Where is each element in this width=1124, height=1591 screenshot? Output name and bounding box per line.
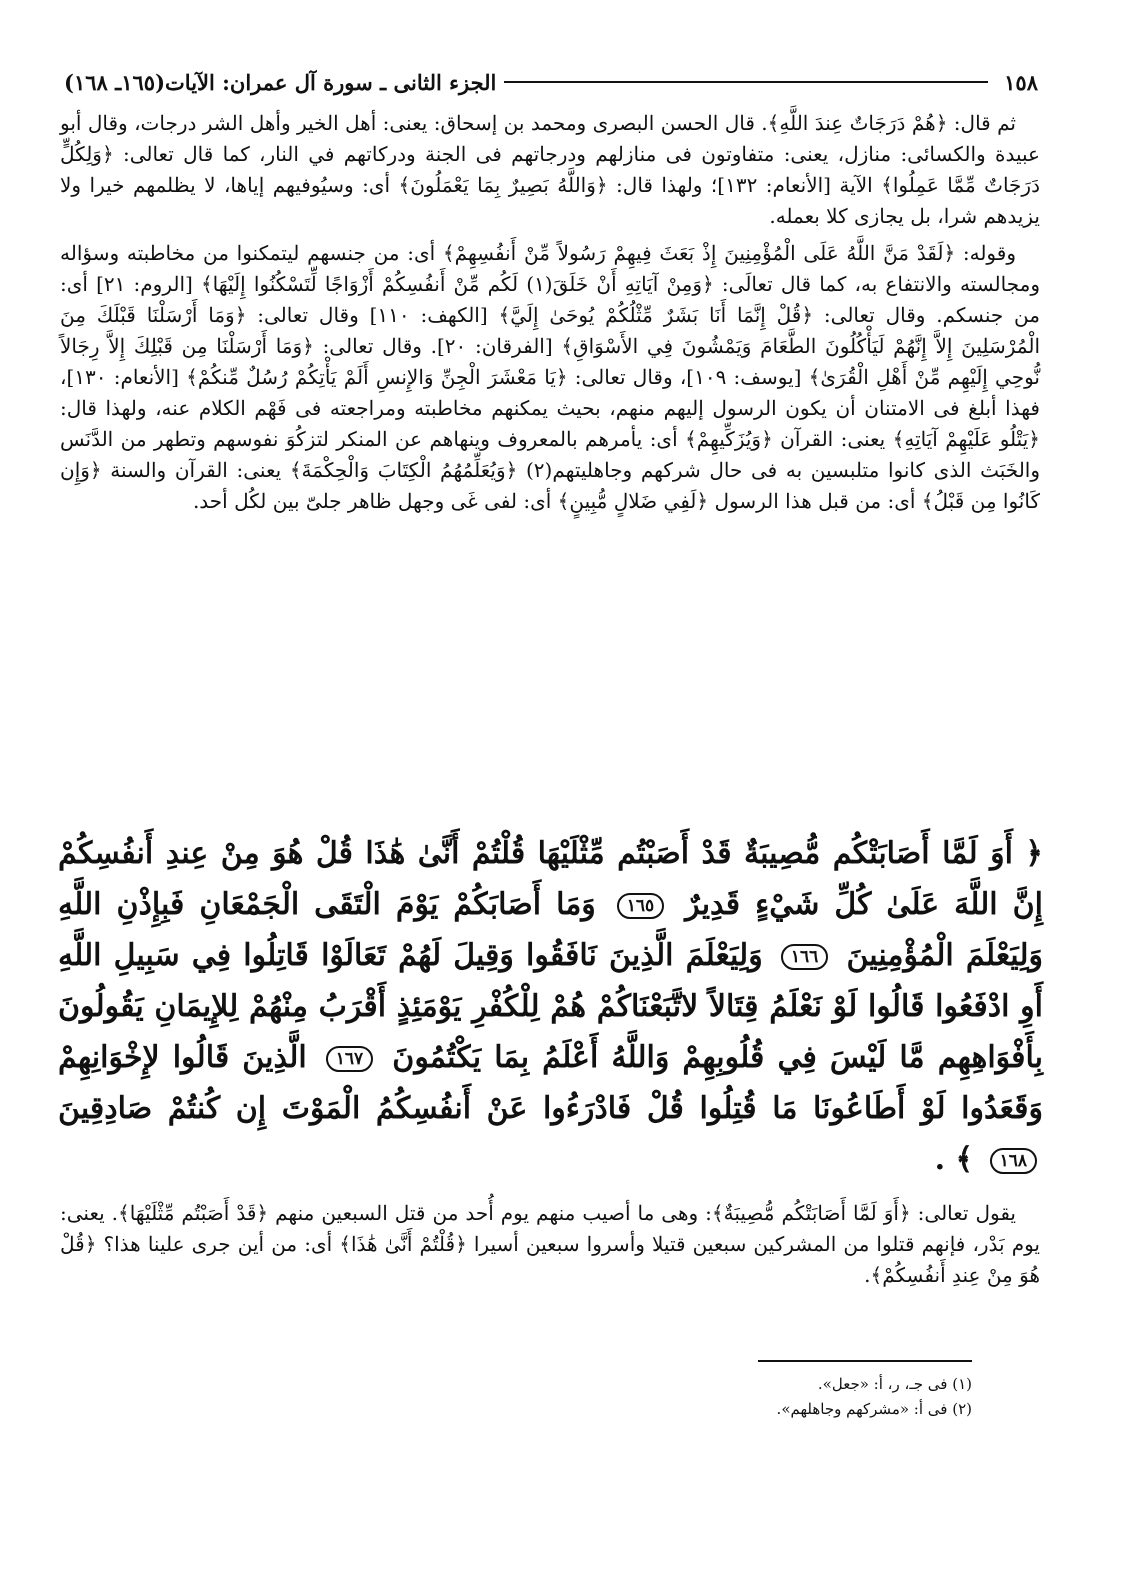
footnote-separator bbox=[758, 1360, 972, 1362]
verse-closing-bracket: ﴾ . bbox=[934, 1142, 974, 1177]
verse-number-165: ١٦٥ bbox=[617, 893, 664, 919]
header-rule bbox=[504, 81, 988, 83]
verse-number-166: ١٦٦ bbox=[781, 944, 828, 970]
verse-number-167: ١٦٧ bbox=[326, 1046, 373, 1072]
verse-text-166: وَمَا أَصَابَكُمْ يَوْمَ الْتَقَى الْجَمْعَانِ فَبِإِذْنِ اللَّهِ وَلِيَعْلَمَ الْمُؤْمِنِينَ bbox=[58, 887, 1043, 973]
commentary-paragraph-3: يقول تعالى: ﴿أَوَ لَمَّا أَصَابَتْكُم مُّصِيبَةٌ﴾: وهى ما أصيب منهم يوم أُحد من قتل السبعين منهم ﴿قَدْ أَصَبْتُم مِّثْلَيْهَا﴾. يعنى: يوم بَدْر، فإنهم قتلوا من المشركين سبعين قتيلا وأسروا سبعين أسيرا ﴿قُلْتُمْ أَنَّىٰ هَٰذَا﴾ أى: من أين جرى علينا هذا؟ ﴿قُلْ هُوَ مِنْ عِندِ أَنفُسِكُمْ﴾. bbox=[60, 1201, 1040, 1287]
verse-text-165: ﴿ أَوَ لَمَّا أَصَابَتْكُم مُّصِيبَةٌ قَدْ أَصَبْتُم مِّثْلَيْهَا قُلْتُمْ أَنَّىٰ هَٰذَا قُلْ هُوَ مِنْ عِندِ أَنفُسِكُمْ إِنَّ اللَّهَ عَلَىٰ كُلِّ شَيْءٍ قَدِيرٌ bbox=[58, 836, 1043, 922]
commentary-upper bbox=[60, 108, 1040, 523]
running-title: الجزء الثانى ـ سورة آل عمران: الآيات(١٦٥ـ ١٦٨) bbox=[64, 69, 497, 95]
footnote-2: (٢) فى أ: «مشركهم وجاهلهم». bbox=[776, 1400, 972, 1418]
footnotes bbox=[560, 1372, 972, 1422]
commentary-lower bbox=[60, 1198, 1040, 1297]
commentary-paragraph-2: وقوله: ﴿لَقَدْ مَنَّ اللَّهُ عَلَى الْمُؤْمِنِينَ إِذْ بَعَثَ فِيهِمْ رَسُولاً مِّنْ أَنفُسِهِمْ﴾ أى: من جنسهم ليتمكنوا من مخاطبته وسؤاله ومجالسته والانتفاع به، كما قال تعالَى: ﴿وَمِنْ آيَاتِهِ أَنْ خَلَقَ(١) لَكُم مِّنْ أَنفُسِكُمْ أَزْوَاجًا لِّتَسْكُنُوا إِلَيْهَا﴾ [الروم: ٢١] أى: من جنسكم. وقال تعالى: ﴿قُلْ إِنَّمَا أَنَا بَشَرٌ مِّثْلُكُمْ يُوحَىٰ إِلَيَّ﴾ [الكهف: ١١٠] وقال تعالى: ﴿وَمَا أَرْسَلْنَا قَبْلَكَ مِنَ الْمُرْسَلِينَ إِلاَّ إِنَّهُمْ لَيَأْكُلُونَ الطَّعَامَ وَيَمْشُونَ فِي الأَسْوَاقِ﴾ [الفرقان: ٢٠]. وقال تعالى: ﴿وَمَا أَرْسَلْنَا مِن قَبْلِكَ إِلاَّ رِجَالاً نُّوحِي إِلَيْهِم مِّنْ أَهْلِ الْقُرَىٰ﴾ [يوسف: ١٠٩]، وقال تعالى: ﴿يَا مَعْشَرَ الْجِنِّ وَالإِنسِ أَلَمْ يَأْتِكُمْ رُسُلٌ مِّنكُمْ﴾ [الأنعام: ١٣٠]، فهذا أبلغ فى الامتنان أن يكون الرسول إليهم منهم، بحيث يمكنهم مخاطبته ومراجعته فى فَهْم الكلام عنه، ولهذا قال: ﴿يَتْلُو عَلَيْهِمْ آيَاتِهِ﴾ يعنى: القرآن ﴿وَيُزَكِّيهِمْ﴾ أى: يأمرهم بالمعروف وينهاهم عن المنكر لتزكُوَ نفوسهم وتطهر من الدَّنَس والخَبَث الذى كانوا متلبسين به فى حال شركهم وجاهليتهم(٢) ﴿وَيُعَلِّمُهُمُ الْكِتَابَ وَالْحِكْمَةَ﴾ يعنى: القرآن والسنة ﴿وَإِن كَانُوا مِن قَبْلُ﴾ أى: من قبل هذا الرسول ﴿لَفِي ضَلالٍ مُّبِينٍ﴾ أى: لفى غَى وجهل ظاهر جلىّ بين لكُل أحد. bbox=[60, 241, 1041, 513]
commentary-paragraph-1: ثم قال: ﴿هُمْ دَرَجَاتٌ عِندَ اللَّهِ﴾. قال الحسن البصرى ومحمد بن إسحاق: يعنى: أهل الخير وأهل الشر درجات، وقال أبو عبيدة والكسائى: منازل، يعنى: متفاوتون فى منازلهم ودرجاتهم فى الجنة ودركاتهم في النار، كما قال تعالى: ﴿وَلِكُلٍّ دَرَجَاتٌ مِّمَّا عَمِلُوا﴾ الآية [الأنعام: ١٣٢]؛ ولهذا قال: ﴿وَاللَّهُ بَصِيرٌ بِمَا يَعْمَلُونَ﴾ أى: وسيُوفيهم إياها، لا يظلمهم خيرا ولا يزيدهم شرا، بل يجازى كلا بعمله. bbox=[60, 111, 1040, 228]
footnote-1: (١) فى جـ، ر، أ: «جعل». bbox=[817, 1375, 972, 1393]
quran-verse-block bbox=[58, 828, 1043, 1185]
page-number: ١٥٨ bbox=[1004, 69, 1038, 95]
verse-text-167: وَلِيَعْلَمَ الَّذِينَ نَافَقُوا وَقِيلَ لَهُمْ تَعَالَوْا قَاتِلُوا فِي سَبِيلِ اللَّهِ أَوِ ادْفَعُوا قَالُوا لَوْ نَعْلَمُ قِتَالاً لاتَّبَعْنَاكُمْ هُمْ لِلْكُفْرِ يَوْمَئِذٍ أَقْرَبُ مِنْهُمْ لِلإِيمَانِ يَقُولُونَ بِأَفْوَاهِهِم مَّا لَيْسَ فِي قُلُوبِهِمْ وَاللَّهُ أَعْلَمُ بِمَا يَكْتُمُونَ bbox=[58, 938, 1043, 1075]
verse-number-168: ١٦٨ bbox=[990, 1148, 1037, 1174]
verse-text-168: الَّذِينَ قَالُوا لإِخْوَانِهِمْ وَقَعَدُوا لَوْ أَطَاعُونَا مَا قُتِلُوا قُلْ فَادْرَءُوا عَنْ أَنفُسِكُمُ الْمَوْتَ إِن كُنتُمْ صَادِقِينَ bbox=[58, 1040, 1043, 1126]
page-header bbox=[64, 62, 1038, 102]
